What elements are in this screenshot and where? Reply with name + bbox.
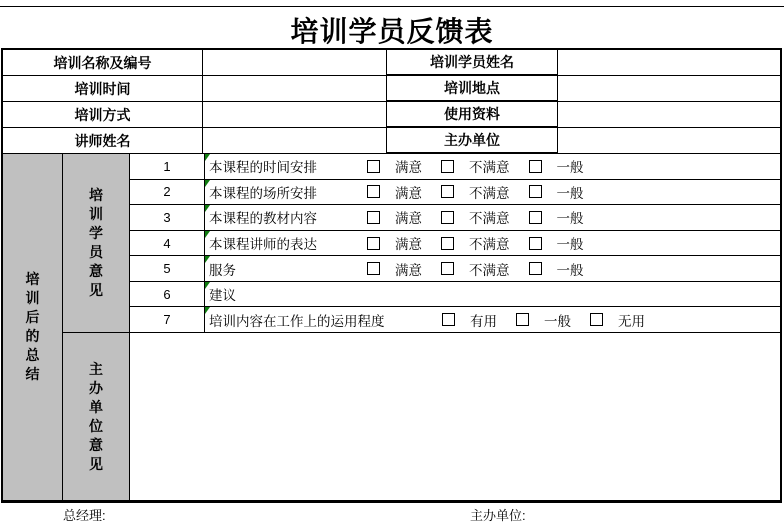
question-number: 6	[130, 282, 205, 307]
question-label: 建议	[209, 288, 236, 304]
info-row-4	[3, 128, 780, 154]
row-header-organizer-opinion: 主办单位意见	[63, 333, 130, 500]
info-grid	[3, 50, 780, 154]
option-label: 不满意	[469, 185, 510, 201]
input-training-time[interactable]	[203, 76, 387, 102]
option-label: 不满意	[469, 237, 510, 253]
label-training-name: 培训名称及编号	[3, 50, 203, 76]
opinion-header-column	[63, 154, 130, 500]
label-training-place: 培训地点	[387, 76, 558, 102]
checkbox-icon[interactable]	[590, 313, 603, 326]
question-row-5	[130, 256, 780, 282]
question-row-2	[130, 180, 780, 206]
question-row-4	[130, 231, 780, 257]
question-label: 本课程的场所安排	[209, 185, 317, 201]
cell-corner-marker-icon	[205, 282, 210, 289]
cell-corner-marker-icon	[205, 307, 210, 314]
organizer-opinion-input-area[interactable]	[130, 333, 780, 500]
info-row-1	[3, 50, 780, 76]
question-label: 本课程的教材内容	[209, 211, 317, 227]
summary-section	[3, 154, 780, 500]
question-label: 本课程讲师的表达	[209, 237, 317, 253]
question-number: 3	[130, 205, 205, 230]
option-label: 一般	[556, 262, 584, 278]
checkbox-icon[interactable]	[367, 237, 380, 250]
question-rows	[130, 154, 780, 333]
feedback-form-table	[1, 48, 782, 503]
option-label: 有用	[470, 313, 497, 329]
option-label: 不满意	[469, 160, 510, 176]
label-organizer: 主办单位	[387, 128, 558, 154]
option-label: 一般	[556, 160, 584, 176]
checkbox-icon[interactable]	[529, 185, 542, 198]
checkbox-icon[interactable]	[529, 160, 542, 173]
question-number: 7	[130, 307, 205, 332]
organizer-signature-label: 主办单位:	[470, 508, 526, 523]
option-label: 不满意	[469, 211, 510, 227]
option-label: 满意	[395, 185, 422, 201]
row-header-post-training-summary: 培训后的总结	[3, 154, 63, 500]
input-training-place[interactable]	[558, 76, 780, 102]
option-label: 一般	[556, 237, 584, 253]
question-cell	[205, 307, 780, 332]
option-label: 无用	[618, 313, 645, 329]
checkbox-icon[interactable]	[367, 262, 380, 275]
option-label: 满意	[395, 160, 422, 176]
question-cell	[205, 256, 780, 281]
checkbox-icon[interactable]	[529, 237, 542, 250]
top-divider	[0, 6, 784, 7]
page-title: 培训学员反馈表	[290, 16, 494, 47]
label-training-method: 培训方式	[3, 102, 203, 128]
input-organizer[interactable]	[558, 128, 780, 154]
cell-corner-marker-icon	[205, 256, 210, 263]
checkbox-icon[interactable]	[441, 262, 454, 275]
checkbox-icon[interactable]	[367, 211, 380, 224]
option-label: 满意	[395, 262, 422, 278]
checkbox-icon[interactable]	[441, 237, 454, 250]
checkbox-icon[interactable]	[367, 185, 380, 198]
summary-content	[130, 154, 780, 500]
row-header-trainee-opinion: 培训学员意见	[63, 154, 130, 333]
cell-corner-marker-icon	[205, 154, 210, 161]
label-trainee-name: 培训学员姓名	[387, 50, 558, 76]
checkbox-icon[interactable]	[441, 160, 454, 173]
option-label: 满意	[395, 237, 422, 253]
question-row-1	[130, 154, 780, 180]
label-lecturer-name: 讲师姓名	[3, 128, 203, 154]
option-label: 一般	[556, 211, 584, 227]
question-row-3	[130, 205, 780, 231]
input-lecturer-name[interactable]	[203, 128, 387, 154]
question-cell	[205, 205, 780, 230]
question-label: 培训内容在工作上的运用程度	[209, 313, 385, 329]
input-training-method[interactable]	[203, 102, 387, 128]
question-label: 本课程的时间安排	[209, 160, 317, 176]
cell-corner-marker-icon	[205, 205, 210, 212]
option-label: 一般	[556, 185, 584, 201]
checkbox-icon[interactable]	[442, 313, 455, 326]
question-cell	[205, 180, 780, 205]
option-label: 一般	[544, 313, 571, 329]
option-label: 满意	[395, 211, 422, 227]
input-materials[interactable]	[558, 102, 780, 128]
question-row-6	[130, 282, 780, 308]
info-row-3	[3, 102, 780, 128]
checkbox-icon[interactable]	[367, 160, 380, 173]
general-manager-signature-label: 总经理:	[63, 508, 106, 523]
label-materials: 使用资料	[387, 102, 558, 128]
cell-corner-marker-icon	[205, 180, 210, 187]
checkbox-icon[interactable]	[516, 313, 529, 326]
checkbox-icon[interactable]	[441, 211, 454, 224]
checkbox-icon[interactable]	[529, 211, 542, 224]
question-cell[interactable]	[205, 282, 780, 307]
question-row-7	[130, 307, 780, 333]
cell-corner-marker-icon	[205, 231, 210, 238]
question-number: 4	[130, 231, 205, 256]
label-training-time: 培训时间	[3, 76, 203, 102]
question-number: 5	[130, 256, 205, 281]
question-label: 服务	[209, 262, 236, 278]
question-cell	[205, 231, 780, 256]
question-number: 1	[130, 154, 205, 179]
info-row-2	[3, 76, 780, 102]
question-number: 2	[130, 180, 205, 205]
checkbox-icon[interactable]	[529, 262, 542, 275]
question-cell	[205, 154, 780, 179]
input-training-name[interactable]	[203, 50, 387, 76]
option-label: 不满意	[469, 262, 510, 278]
input-trainee-name[interactable]	[558, 50, 780, 76]
checkbox-icon[interactable]	[441, 185, 454, 198]
